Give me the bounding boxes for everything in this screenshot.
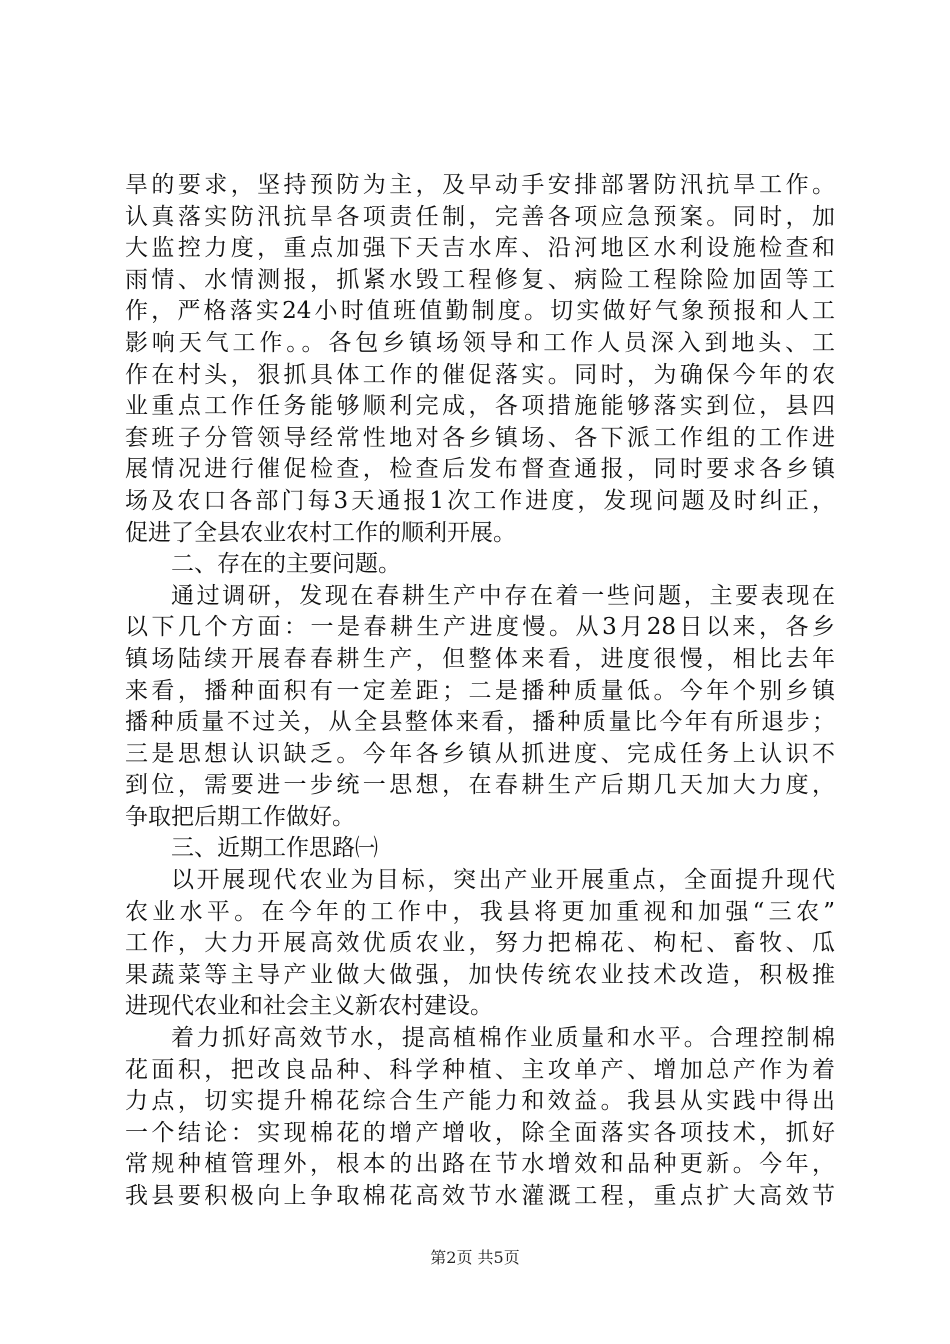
document-body xyxy=(125,170,835,1213)
text-line: 三是思想认识缺乏。今年各乡镇从抓进度、完成任务上认识不 xyxy=(125,740,835,767)
text-line: 二、存在的主要问题。 xyxy=(171,551,401,578)
text-line: 农业水平。在今年的工作中，我县将更加重视和加强“三农” xyxy=(125,898,835,925)
text-line: 着力抓好高效节水，提高植棉作业质量和水平。合理控制棉 xyxy=(171,1025,835,1052)
text-line: 影响天气工作。。各包乡镇场领导和工作人员深入到地头、工 xyxy=(125,329,835,356)
text-line: 套班子分管领导经常性地对各乡镇场、各下派工作组的工作进 xyxy=(125,424,835,451)
text-line: 工作，大力开展高效优质农业，努力把棉花、枸杞、畜牧、瓜 xyxy=(125,930,835,957)
text-line: 旱的要求，坚持预防为主，及早动手安排部署防汛抗旱工作。 xyxy=(125,172,835,198)
text-line: 力点，切实提升棉花综合生产能力和效益。我县从实践中得出 xyxy=(125,1088,835,1115)
text-line: 大监控力度，重点加强下天吉水库、沿河地区水利设施检查和 xyxy=(125,235,835,262)
text-line: 作在村头，狠抓具体工作的催促落实。同时，为确保今年的农 xyxy=(125,361,835,388)
text-line: 常规种植管理外，根本的出路在节水增效和品种更新。今年， xyxy=(125,1151,835,1178)
text-line: 争取把后期工作做好。 xyxy=(125,803,355,830)
text-line: 一个结论：实现棉花的增产增收，除全面落实各项技术，抓好 xyxy=(125,1119,835,1146)
text-line: 我县要积极向上争取棉花高效节水灌溉工程，重点扩大高效节 xyxy=(125,1183,835,1209)
text-line: 花面积，把改良品种、科学种植、主攻单产、增加总产作为着 xyxy=(125,1056,835,1083)
text-line: 播种质量不过关，从全县整体来看，播种质量比今年有所退步； xyxy=(125,709,835,736)
text-line: 通过调研，发现在春耕生产中存在着一些问题，主要表现在 xyxy=(171,582,835,609)
page-footer: 第2页 共5页 xyxy=(430,1248,520,1267)
text-line: 场及农口各部门每3天通报1次工作进度，发现问题及时纠正， xyxy=(125,487,835,514)
text-line: 作，严格落实24小时值班值勤制度。切实做好气象预报和人工 xyxy=(125,298,835,325)
text-line: 业重点工作任务能够顺利完成，各项措施能够落实到位，县四 xyxy=(125,393,835,420)
text-line: 到位，需要进一步统一思想，在春耕生产后期几天加大力度， xyxy=(125,772,835,799)
text-line: 以下几个方面：一是春耕生产进度慢。从3月28日以来，各乡 xyxy=(125,614,835,641)
text-line: 促进了全县农业农村工作的顺利开展。 xyxy=(125,519,516,546)
text-line: 来看，播种面积有一定差距；二是播种质量低。今年个别乡镇 xyxy=(125,677,835,704)
text-line: 展情况进行催促检查，检查后发布督查通报，同时要求各乡镇 xyxy=(125,456,835,483)
text-line: 雨情、水情测报，抓紧水毁工程修复、病险工程除险加固等工 xyxy=(125,266,835,293)
text-line: 三、近期工作思路㈠ xyxy=(171,835,378,862)
text-line: 以开展现代农业为目标，突出产业开展重点，全面提升现代 xyxy=(171,867,835,894)
text-line: 认真落实防汛抗旱各项责任制，完善各项应急预案。同时，加 xyxy=(125,203,835,230)
text-line: 进现代农业和社会主义新农村建设。 xyxy=(125,993,493,1020)
text-line: 果蔬菜等主导产业做大做强，加快传统农业技术改造，积极推 xyxy=(125,961,835,988)
text-line: 镇场陆续开展春春耕生产，但整体来看，进度很慢，相比去年 xyxy=(125,645,835,672)
